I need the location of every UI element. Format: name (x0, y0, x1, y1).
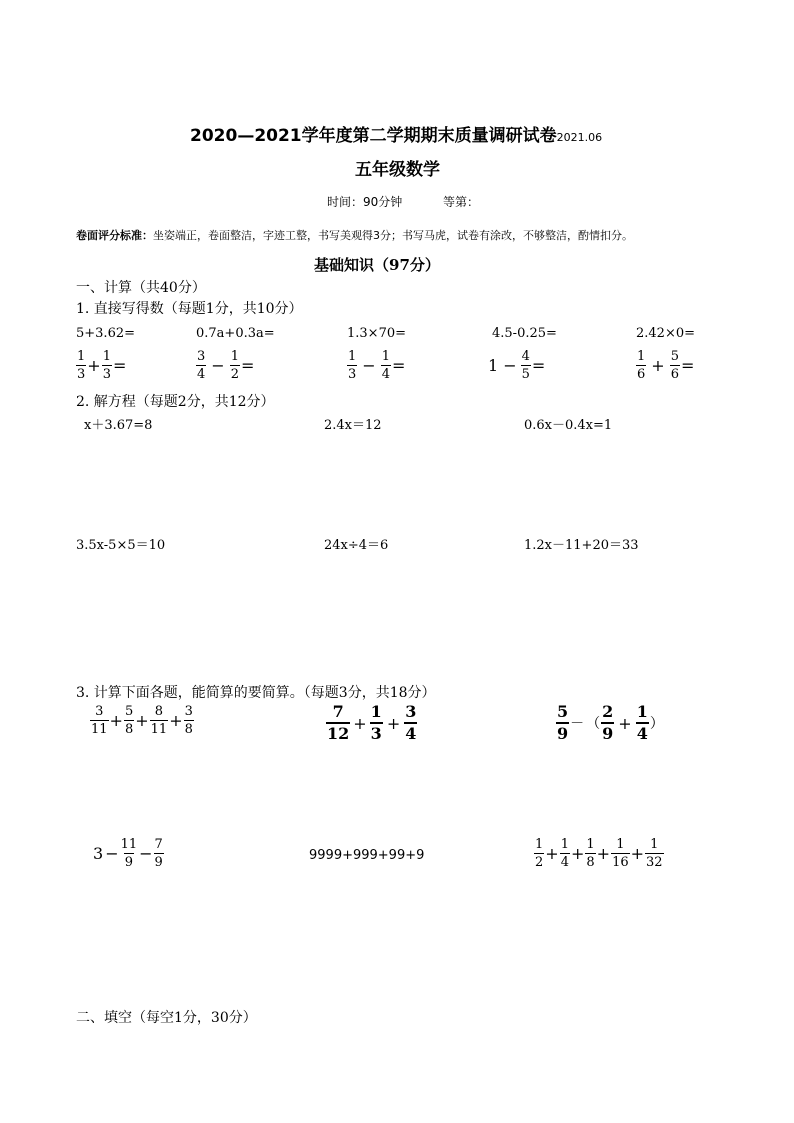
exam-title-text: 2020—2021学年度第二学期期末质量调研试卷 (190, 126, 557, 146)
q1-item-5: 2.42×0= (636, 326, 696, 341)
q2-eq-1: x＋3.67=8 (84, 418, 153, 433)
q1-item-6: $\frac{1}{3}$ + $\frac{1}{3}$ = (77, 349, 127, 382)
q3-expr-5: 9999+999+99+9 (309, 848, 425, 863)
criteria-text: 坐姿端正，卷面整洁，字迹工整，书写美观得3分；书写马虎，试卷有涂改，不够整洁，酌情扣分。 (153, 229, 633, 242)
q1-item-2: 0.7a+0.3a= (196, 326, 275, 341)
part1-title: 一、计算（共40分） (76, 280, 206, 296)
q3-expr-6: $\frac{1}{2}$ + $\frac{1}{4}$ + $\frac{1}{8}$ + $\frac{1}{16}$ + $\frac{1}{32}$ (535, 837, 663, 870)
q3-expr-1: $\frac{3}{11}$ + $\frac{5}{8}$ + $\frac{8}{11}$ + $\frac{3}{8}$ (91, 704, 193, 737)
exam-subtitle: 五年级数学 (355, 160, 440, 180)
q3-expr-3: $\frac{5}{9}$ － （ $\frac{2}{9}$ + $\frac{1}{4}$ ） (557, 702, 664, 743)
q1-item-3: 1.3×70= (347, 326, 407, 341)
section-basic-title: 基础知识（97分） (314, 256, 440, 274)
q3-expr-2: $\frac{7}{12}$ + $\frac{1}{3}$ + $\frac{3}{4}$ (327, 702, 417, 743)
q2-eq-2: 2.4x＝12 (324, 418, 382, 433)
q2-eq-3: 0.6x－0.4x=1 (524, 418, 613, 433)
q2-eq-6: 1.2x－11+20＝33 (524, 538, 639, 553)
q1-item-8: $\frac{1}{3}$ − $\frac{1}{4}$ = (348, 349, 406, 382)
q1-item-9: 1 − $\frac{4}{5}$ = (488, 349, 546, 382)
q1-title: 1. 直接写得数（每题1分，共10分） (76, 301, 303, 317)
exam-grade: 等第： (443, 195, 480, 209)
q2-eq-5: 24x÷4＝6 (324, 538, 389, 553)
q1-item-7: $\frac{3}{4}$ − $\frac{1}{2}$ = (197, 349, 255, 382)
q3-title: 3. 计算下面各题，能简算的要简算。（每题3分，共18分） (76, 685, 436, 701)
q1-item-1: 5+3.62= (76, 326, 136, 341)
q3-expr-4: 3 − $\frac{11}{9}$ − $\frac{7}{9}$ (93, 837, 163, 870)
exam-date: 2021.06 (556, 131, 603, 144)
q1-item-10: $\frac{1}{6}$ + $\frac{5}{6}$ = (637, 349, 695, 382)
q2-title: 2. 解方程（每题2分，共12分） (76, 394, 275, 410)
q1-item-4: 4.5-0.25= (492, 326, 557, 341)
scoring-criteria (76, 227, 633, 243)
part2-title: 二、填空（每空1分，30分） (76, 1010, 257, 1026)
q2-eq-4: 3.5x-5×5＝10 (76, 538, 166, 553)
exam-title (190, 121, 602, 146)
criteria-label: 卷面评分标准： (76, 229, 153, 242)
exam-time: 时间：90分钟 (327, 195, 403, 209)
